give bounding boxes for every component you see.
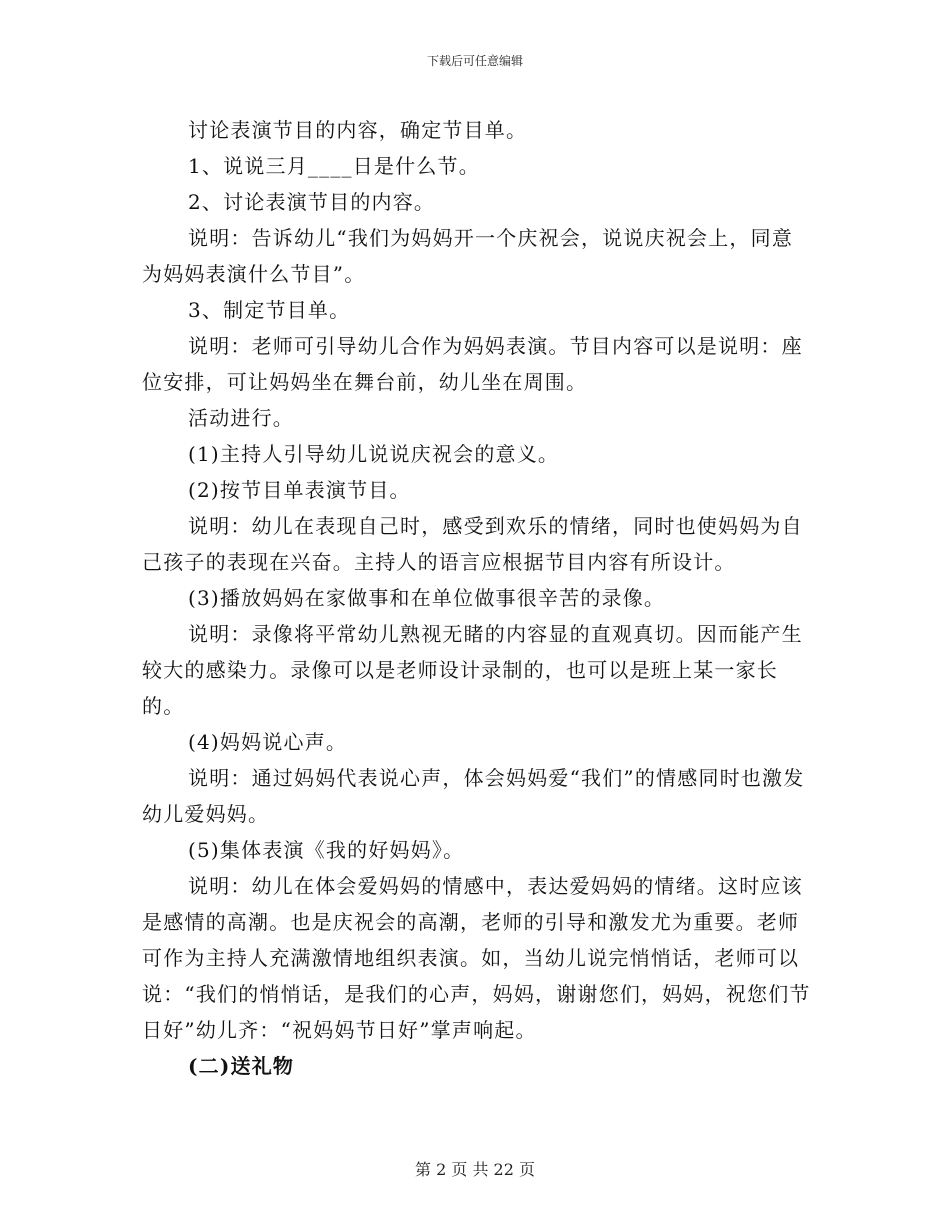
paragraph: 活动进行。 — [188, 406, 294, 430]
note-paragraph: 说明：幼儿在体会爱妈妈的情感中，表达爱妈妈的情绪。这时应该是感情的高潮。也是庆祝会的高潮，老师的引导和激发尤为重要。老师可作为主持人充满激情地组织表演。如，当幼儿说完悄悄话，老师可以说：“我们的悄悄话，是我们的心声，妈妈，谢谢您们，妈妈，祝您们节日好”幼儿齐：“祝妈妈节日好”掌声响起。 — [142, 874, 811, 1042]
note-paragraph: 说明：告诉幼儿“我们为妈妈开一个庆祝会，说说庆祝会上，同意为妈妈表演什么节目”。 — [142, 226, 794, 286]
note-paragraph: 说明：老师可引导幼儿合作为妈妈表演。节目内容可以是说明：座位安排，可让妈妈坐在舞台前，幼儿坐在周围。 — [142, 334, 803, 394]
list-item: (2)按节目单表演节目。 — [188, 478, 411, 502]
list-item: 3、制定节目单。 — [188, 298, 351, 322]
list-item: (3)播放妈妈在家做事和在单位做事很辛苦的录像。 — [188, 586, 666, 610]
paragraph: 讨论表演节目的内容，确定节目单。 — [188, 118, 528, 142]
note-paragraph: 说明：录像将平常幼儿熟视无睹的内容显的直观真切。因而能产生较大的感染力。录像可以是老师设计录制的，也可以是班上某一家长的。 — [142, 622, 803, 718]
list-item: 2、讨论表演节目的内容。 — [188, 190, 436, 214]
section-heading: (二)送礼物 — [188, 1054, 295, 1078]
note-paragraph: 说明：通过妈妈代表说心声，体会妈妈爱“我们”的情感同时也激发幼儿爱妈妈。 — [142, 766, 805, 826]
list-item: (5)集体表演《我的好妈妈》。 — [188, 838, 465, 862]
list-item: 1、说说三月____日是什么节。 — [188, 154, 480, 178]
document-body — [142, 112, 812, 1084]
page-footer: 第 2 页 共 22 页 — [415, 1160, 535, 1179]
note-paragraph: 说明：幼儿在表现自己时，感受到欢乐的情绪，同时也使妈妈为自己孩子的表现在兴奋。主持人的语言应根据节目内容有所设计。 — [142, 514, 803, 574]
page-header: 下载后可任意编辑 — [426, 54, 523, 68]
list-item: (1)主持人引导幼儿说说庆祝会的意义。 — [188, 442, 560, 466]
list-item: (4)妈妈说心声。 — [188, 730, 348, 754]
